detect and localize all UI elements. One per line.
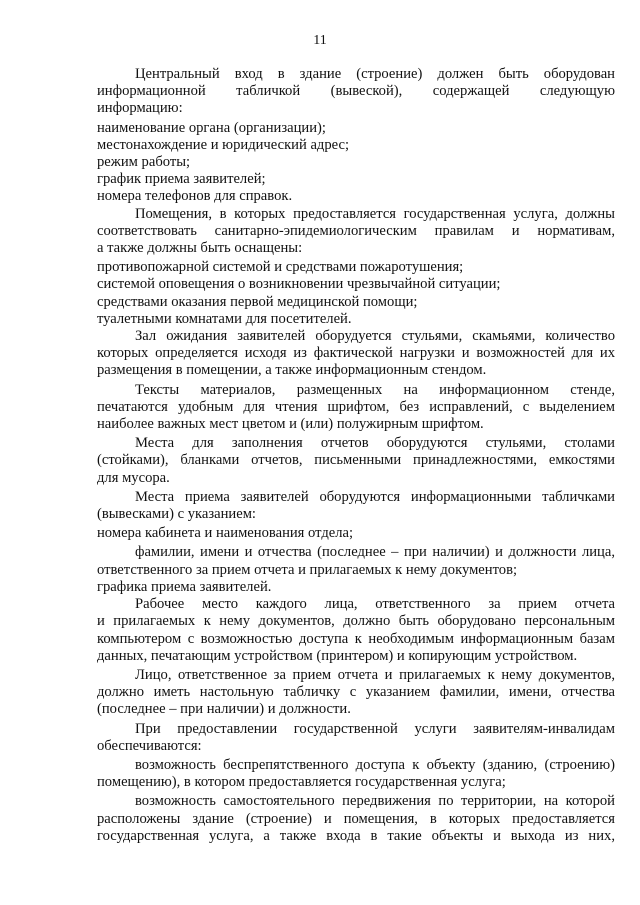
- list-item: системой оповещения о возникновении чрезвычайной ситуации;: [97, 276, 501, 293]
- text-line: соответствовать санитарно-эпидемиологическим правилам и нормативам,: [97, 222, 615, 239]
- document-body: [97, 66, 615, 845]
- text-line: Места для заполнения отчетов оборудуются стульями, столами: [135, 435, 615, 452]
- list-item: фамилии, имени и отчества (последнее – при наличии) и должности лица,: [135, 544, 615, 561]
- page-number: 11: [313, 33, 327, 48]
- text-line: обеспечиваются:: [97, 737, 202, 754]
- text-line: расположены здание (строение) и помещения, в которых предоставляется: [97, 810, 615, 827]
- list-item: графика приема заявителей.: [97, 578, 272, 595]
- list-item: номера кабинета и наименования отдела;: [97, 525, 354, 542]
- text-line: печатаются удобным для чтения шрифтом, без исправлений, с выделением: [97, 398, 615, 415]
- text-line: Лицо, ответственное за прием отчета и прилагаемых к нему документов,: [135, 666, 615, 683]
- text-line: которых определяется исходя из фактической нагрузки и возможностей для их: [97, 345, 615, 362]
- list-item: противопожарной системой и средствами пожаротушения;: [97, 259, 464, 276]
- text-line: помещению), в котором предоставляется государственная услуга;: [97, 774, 506, 791]
- text-line: Помещения, в которых предоставляется государственная услуга, должны: [135, 205, 615, 222]
- text-line: и прилагаемых к нему документов, должно быть оборудовано персональным: [97, 613, 615, 630]
- list-item: график приема заявителей;: [97, 171, 266, 188]
- text-line: а также должны быть оснащены:: [97, 240, 303, 257]
- text-line: ответственного за прием отчета и прилагаемых к нему документов;: [97, 561, 518, 578]
- text-line: (вывесками) с указанием:: [97, 506, 256, 523]
- text-line: (последнее – при наличии) и должности.: [97, 701, 351, 718]
- list-item: номера телефонов для справок.: [97, 188, 293, 205]
- list-item: туалетными комнатами для посетителей.: [97, 310, 352, 327]
- list-item: возможность самостоятельного передвижения по территории, на которой: [135, 793, 615, 810]
- text-line: Рабочее место каждого лица, ответственного за прием отчета: [135, 596, 615, 613]
- text-line: государственная услуга, а также входа в такие объекты и выхода из них,: [97, 827, 615, 844]
- text-line: данных, печатающим устройством (принтером) и копирующим устройством.: [97, 647, 578, 664]
- text-line: Тексты материалов, размещенных на информационном стенде,: [135, 381, 615, 398]
- text-line: наиболее важных мест цветом и (или) полужирным шрифтом.: [97, 416, 484, 433]
- text-line: Центральный вход в здание (строение) должен быть оборудован: [135, 66, 615, 82]
- list-item: возможность беспрепятственного доступа к объекту (зданию, (строению): [135, 756, 615, 773]
- text-line: Зал ожидания заявителей оборудуется стульями, скамьями, количество: [135, 328, 615, 345]
- list-item: наименование органа (организации);: [97, 119, 326, 136]
- list-item: режим работы;: [97, 154, 191, 171]
- text-line: размещения в помещении, а также информационным стендом.: [97, 362, 487, 379]
- text-line: (стойками), бланками отчетов, письменными принадлежностями, емкостями: [97, 452, 615, 469]
- text-line: для мусора.: [97, 469, 170, 486]
- list-item: средствами оказания первой медицинской помощи;: [97, 293, 418, 310]
- text-line: должно иметь настольную табличку с указанием фамилии, имени, отчества: [97, 684, 615, 701]
- text-line: компьютером с возможностью доступа к необходимым информационным базам: [97, 630, 615, 647]
- text-line: информационной табличкой (вывеской), содержащей следующую: [97, 83, 615, 100]
- list-item: местонахождение и юридический адрес;: [97, 136, 350, 153]
- text-line: Места приема заявителей оборудуются информационными табличками: [135, 488, 615, 505]
- text-line: При предоставлении государственной услуги заявителям-инвалидам: [135, 720, 615, 737]
- text-line: информацию:: [97, 100, 183, 117]
